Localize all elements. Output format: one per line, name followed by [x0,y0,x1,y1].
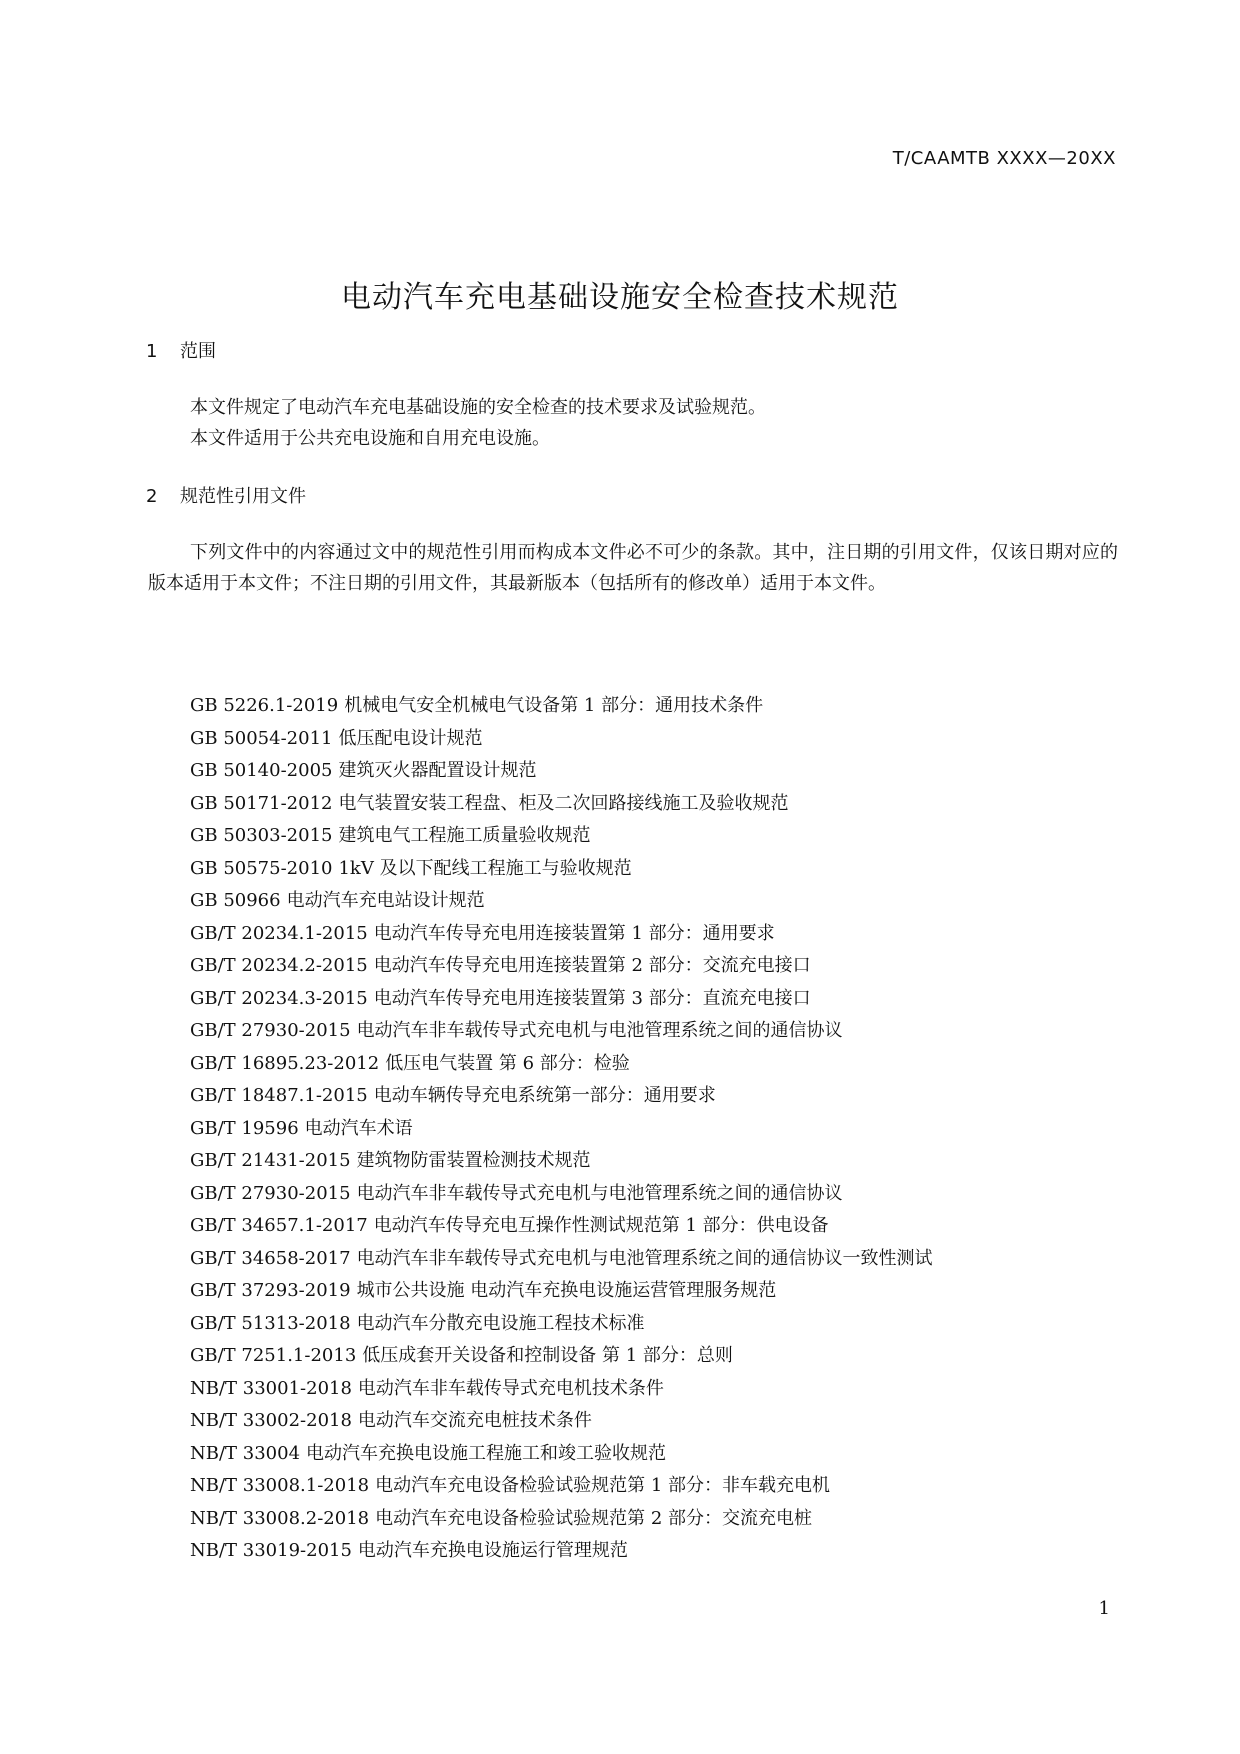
reference-code: NB/T 33008.2-2018 [190,1507,370,1529]
reference-list [190,690,933,1568]
reference-code: GB 50303-2015 [190,825,333,846]
reference-item [190,1145,933,1178]
reference-title: 电动汽车传导充电用连接装置第 3 部分：直流充电接口 [373,987,811,1009]
reference-title: 电动车辆传导充电系统第一部分：通用要求 [373,1085,716,1106]
reference-code: GB 50054-2011 [190,727,333,749]
reference-code: GB/T 7251.1-2013 [190,1345,357,1366]
reference-code: GB/T 27930-2015 [190,1020,351,1041]
section-heading-scope [146,337,216,363]
reference-title: 低压电气装置 第 6 部分：检验 [385,1052,630,1074]
paragraph: 下列文件中的内容通过文中的规范性引用而构成本文件必不可少的条款。其中，注日期的引用文件，仅该日期对应的版本适用于本文件；不注日期的引用文件，其最新版本（包括所有的修改单）适用于本文件。 [148,542,1118,594]
reference-title: 电动汽车传导充电用连接装置第 2 部分：交流充电接口 [373,955,811,976]
reference-title: 电气装置安装工程盘、柜及二次回路接线施工及验收规范 [338,792,789,814]
reference-title: 低压配电设计规范 [338,727,483,749]
reference-item [190,1275,933,1308]
reference-item [190,1015,933,1048]
reference-title: 电动汽车充换电设施工程施工和竣工验收规范 [306,1442,667,1464]
reference-title: 建筑电气工程施工质量验收规范 [338,825,591,846]
reference-item [190,885,933,918]
reference-title: 电动汽车非车载传导式充电机与电池管理系统之间的通信协议一致性测试 [356,1247,933,1269]
reference-code: NB/T 33008.1-2018 [190,1475,370,1496]
reference-code: GB/T 18487.1-2015 [190,1085,368,1106]
reference-item [190,1340,933,1373]
page-number: 1 [1098,1598,1110,1619]
section-number: 1 [146,341,158,362]
reference-title: 电动汽车传导充电用连接装置第 1 部分：通用要求 [373,922,775,944]
reference-item [190,1373,933,1406]
reference-item [190,820,933,853]
reference-code: GB/T 20234.1-2015 [190,922,368,944]
reference-item [190,788,933,821]
reference-title: 电动汽车充电站设计规范 [286,890,485,911]
reference-title: 电动汽车术语 [304,1117,413,1139]
section-heading-normative-references [146,482,306,508]
document-title: 电动汽车充电基础设施安全检查技术规范 [341,280,899,315]
reference-title: 电动汽车传导充电互操作性测试规范第 1 部分：供电设备 [373,1215,829,1236]
reference-item [190,853,933,886]
reference-item [190,723,933,756]
reference-title: 机械电气安全机械电气设备第 1 部分：通用技术条件 [344,695,764,716]
section-title: 规范性引用文件 [180,486,306,507]
reference-code: NB/T 33019-2015 [190,1540,352,1561]
reference-title: 电动汽车非车载传导式充电机技术条件 [357,1377,664,1399]
reference-title: 电动汽车交流充电桩技术条件 [357,1410,592,1431]
reference-item [190,918,933,951]
reference-code: NB/T 33004 [190,1442,301,1464]
reference-code: GB/T 16895.23-2012 [190,1052,380,1074]
reference-code: NB/T 33001-2018 [190,1377,352,1399]
reference-item [190,755,933,788]
paragraph: 本文件适用于公共充电设施和自用充电设施。 [190,428,550,449]
section-title: 范围 [180,341,216,362]
section-scope-body [148,392,1118,454]
reference-code: GB/T 34658-2017 [190,1247,351,1269]
reference-title: 电动汽车分散充电设施工程技术标准 [356,1312,645,1334]
reference-code: GB/T 20234.2-2015 [190,955,368,976]
reference-title: 城市公共设施 电动汽车充换电设施运营管理服务规范 [356,1280,777,1301]
reference-code: GB 50140-2005 [190,760,333,781]
reference-code: GB 50575-2010 [190,857,333,879]
reference-item [190,1113,933,1146]
section-number: 2 [146,486,158,507]
paragraph: 本文件规定了电动汽车充电基础设施的安全检查的技术要求及试验规范。 [190,397,766,418]
reference-item [190,1210,933,1243]
reference-code: GB/T 34657.1-2017 [190,1215,368,1236]
reference-item [190,1438,933,1471]
reference-item [190,1048,933,1081]
reference-item [190,983,933,1016]
reference-item [190,1308,933,1341]
reference-code: GB/T 27930-2015 [190,1182,351,1204]
reference-item [190,1243,933,1276]
reference-code: GB/T 21431-2015 [190,1150,351,1171]
reference-item [190,690,933,723]
reference-code: GB 50966 [190,890,281,911]
reference-item [190,1080,933,1113]
reference-title: 电动汽车非车载传导式充电机与电池管理系统之间的通信协议 [356,1020,843,1041]
reference-title: 建筑灭火器配置设计规范 [338,760,537,781]
reference-title: 电动汽车充电设备检验试验规范第 1 部分：非车载充电机 [375,1475,831,1496]
document-code: T/CAAMTB XXXX—20XX [892,148,1116,169]
reference-item [190,1535,933,1568]
reference-title: 电动汽车充换电设施运行管理规范 [357,1540,628,1561]
reference-code: GB/T 19596 [190,1117,299,1139]
reference-title: 电动汽车充电设备检验试验规范第 2 部分：交流充电桩 [375,1507,813,1529]
reference-item [190,950,933,983]
reference-item [190,1470,933,1503]
reference-code: GB/T 20234.3-2015 [190,987,368,1009]
reference-code: GB/T 51313-2018 [190,1312,351,1334]
reference-title: 电动汽车非车载传导式充电机与电池管理系统之间的通信协议 [356,1182,843,1204]
reference-title: 低压成套开关设备和控制设备 第 1 部分：总则 [362,1345,733,1366]
reference-item [190,1503,933,1536]
reference-code: GB 5226.1-2019 [190,695,339,716]
reference-item [190,1178,933,1211]
section-references-intro [148,537,1118,599]
reference-code: GB/T 37293-2019 [190,1280,351,1301]
reference-code: NB/T 33002-2018 [190,1410,352,1431]
reference-title: 1kV 及以下配线工程施工与验收规范 [338,857,632,879]
reference-item [190,1405,933,1438]
reference-code: GB 50171-2012 [190,792,333,814]
reference-title: 建筑物防雷装置检测技术规范 [356,1150,591,1171]
